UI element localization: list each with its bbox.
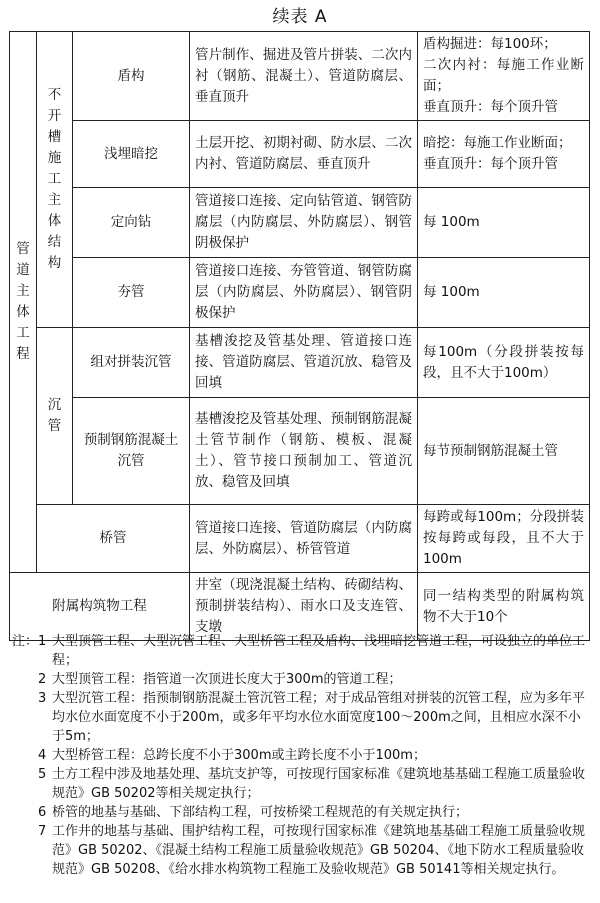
note-number: 4 xyxy=(38,748,47,763)
item-name-cell: 浅埋暗挖 xyxy=(73,121,190,188)
vertical-label: 管 道 主 体 工 程 xyxy=(16,241,30,362)
item-content-cell: 管片制作、掘进及管片拼装、二次内衬（钢筋、混凝土）、管道防腐层、垂直顶升 xyxy=(190,32,418,121)
item-unit-cell: 盾构掘进：每100环； 二次内衬：每施工作业断面； 垂直顶升：每个顶升管 xyxy=(418,32,590,121)
note-item xyxy=(12,689,592,746)
table-row xyxy=(10,398,590,505)
item-unit-cell: 每节预制钢筋混凝土管 xyxy=(418,398,590,505)
item-content-cell: 井室（现浇混凝土结构、砖砌结构、预制拼装结构）、雨水口及支连管、支墩 xyxy=(190,573,418,641)
note-item xyxy=(12,822,592,879)
item-name-cell: 夯管 xyxy=(73,258,190,328)
note-number: 5 xyxy=(38,767,47,782)
item-name-cell: 盾构 xyxy=(73,32,190,121)
vertical-label: 不 开 槽 施 工 主 体 结 构 xyxy=(47,87,62,271)
item-content-cell: 土层开挖、初期衬砌、防水层、二次内衬、管道防腐层、垂直顶升 xyxy=(190,121,418,188)
note-text: 土方工程中涉及地基处理、基坑支护等，可按现行国家标准《建筑地基基础工程施工质量验收规范》GB 50202等相关规定执行； xyxy=(52,767,586,801)
item-unit-cell: 每 100m xyxy=(418,258,590,328)
item-name-cell: 定向钻 xyxy=(73,188,190,258)
note-item xyxy=(12,765,592,803)
item-content-cell: 管道接口连接、定向钻管道、钢管防腐层（内防腐层、外防腐层）、钢管阴极保护 xyxy=(190,188,418,258)
table-row xyxy=(10,328,590,398)
item-name-cell: 组对拼装沉管 xyxy=(73,328,190,398)
note-text: 工作井的地基与基础、围护结构工程，可按现行国家标准《建筑地基基础工程施工质量验收规范》GB 50202、《混凝土结构工程施工质量验收规范》GB 50204、《地下防水工程质量验收规范》GB 50208、《给水排水构筑物工程施工及验收规范》GB 50141等相关规定执行。 xyxy=(52,824,586,877)
note-text: 大型沉管工程：指预制钢筋混凝土管沉管工程；对于成品管组对拼装的沉管工程，应为多年平均水位水面宽度不小于200m，或多年平均水位水面宽度100～200m之间，且相应水深不小于5m； xyxy=(52,691,586,744)
item-name-cell: 附属构筑物工程 xyxy=(10,573,190,641)
item-unit-cell: 暗挖：每施工作业断面； 垂直顶升：每个顶升管 xyxy=(418,121,590,188)
item-name-cell: 桥管 xyxy=(37,505,190,573)
table-row xyxy=(10,573,590,641)
table-row xyxy=(10,188,590,258)
note-number: 6 xyxy=(38,805,47,820)
notes-section xyxy=(12,632,592,879)
note-number: 1 xyxy=(38,634,47,649)
table-row xyxy=(10,32,590,121)
note-item xyxy=(12,746,592,765)
item-content-cell: 管道接口连接、管道防腐层（内防腐层、外防腐层）、桥管管道 xyxy=(190,505,418,573)
main-structure-group-cell xyxy=(10,32,37,573)
item-content-cell: 管道接口连接、夯管管道、钢管防腐层（内防腐层、外防腐层）、钢管阴极保护 xyxy=(190,258,418,328)
note-item xyxy=(12,670,592,689)
note-number: 2 xyxy=(38,672,47,687)
item-unit-cell: 每跨或每100m；分段拼装按每跨或每段，且不大于100m xyxy=(418,505,590,573)
note-number: 3 xyxy=(38,691,47,706)
item-unit-cell: 每100m（分段拼装按每段，且不大于100m） xyxy=(418,328,590,398)
note-number: 7 xyxy=(38,824,47,839)
note-text: 大型桥管工程：总跨长度不小于300m或主跨长度不小于100m； xyxy=(52,748,426,763)
unit-division-table xyxy=(9,31,590,641)
trenchless-group-cell xyxy=(37,32,73,328)
table-row xyxy=(10,121,590,188)
note-text: 桥管的地基与基础、下部结构工程，可按桥梁工程规范的有关规定执行； xyxy=(52,805,469,820)
item-unit-cell: 同一结构类型的附属构筑物不大于10个 xyxy=(418,573,590,641)
note-item xyxy=(12,632,592,670)
note-text: 大型顶管工程：指管道一次顶进长度大于300m的管道工程； xyxy=(52,672,402,687)
item-unit-cell: 每 100m xyxy=(418,188,590,258)
note-text: 大型顶管工程、大型沉管工程、大型桥管工程及盾构、浅埋暗挖管道工程，可设独立的单位工程； xyxy=(52,634,586,668)
table-row xyxy=(10,505,590,573)
item-content-cell: 基槽浚挖及管基处理、管道接口连接、管道防腐层、管道沉放、稳管及回填 xyxy=(190,328,418,398)
table-title: 续表 A xyxy=(272,7,328,27)
item-content-cell: 基槽浚挖及管基处理、预制钢筋混凝土管节制作（钢筋、模板、混凝土）、管节接口预制加工、管道沉放、稳管及回填 xyxy=(190,398,418,505)
immersed-tube-group-cell xyxy=(37,328,73,505)
vertical-label: 沉 管 xyxy=(47,397,62,434)
notes-label: 注： xyxy=(12,634,39,649)
table-row xyxy=(10,258,590,328)
item-name-cell: 预制钢筋混凝土沉管 xyxy=(73,398,190,505)
note-item xyxy=(12,803,592,822)
